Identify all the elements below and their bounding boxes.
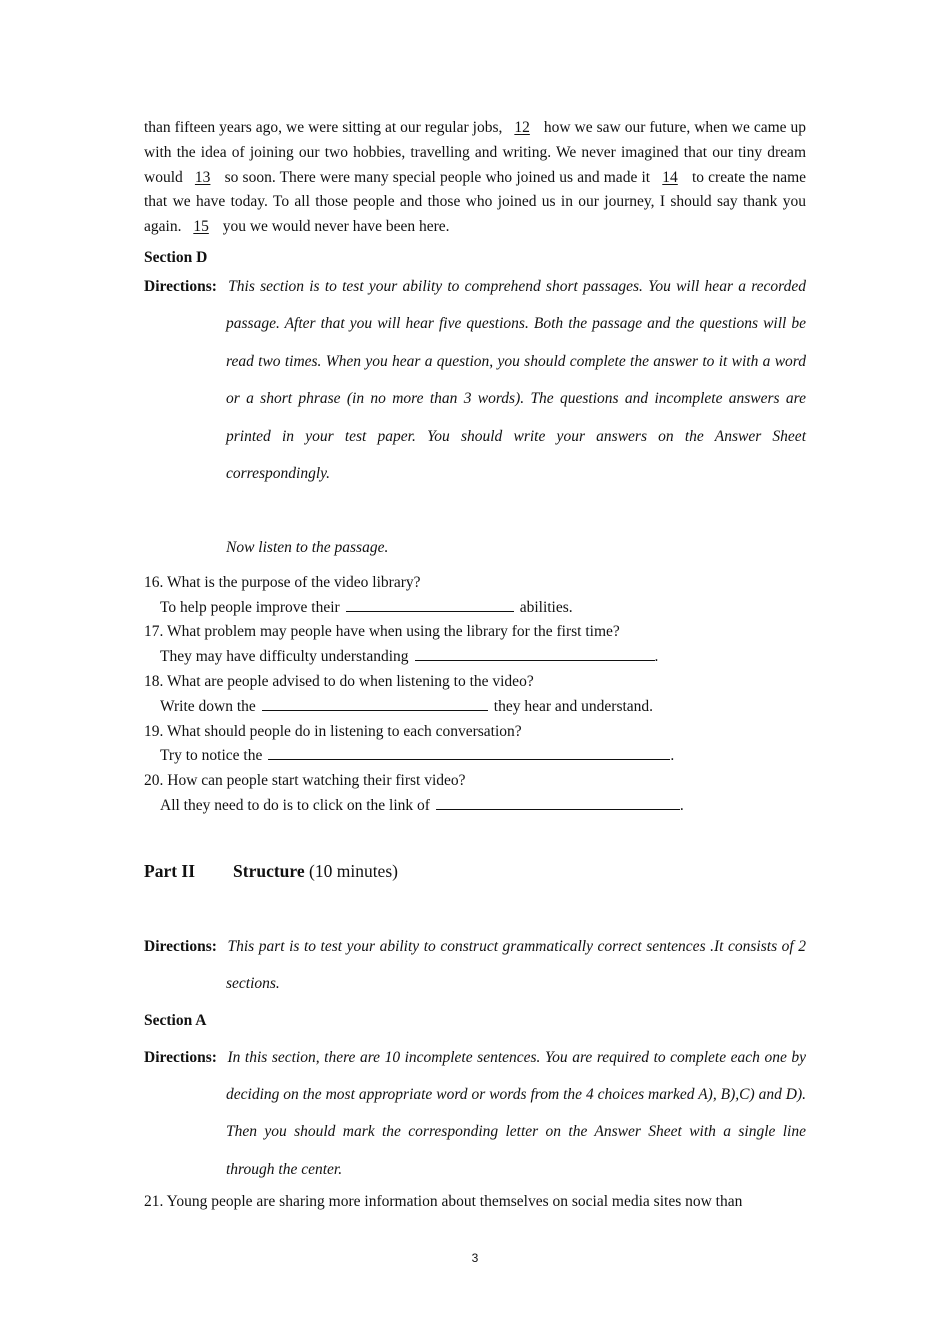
passage-text: to create the name that we have today. To all those people and those who joined us in our journey, I should say thank you again.	[144, 168, 807, 236]
answer-blank-18[interactable]	[262, 696, 488, 711]
part-time: (10 minutes)	[309, 860, 398, 881]
question-21: 21. Young people are sharing more information about themselves on social media sites now than	[144, 1193, 743, 1211]
question-17: 17. What problem may people have when using the library for the first time?	[144, 623, 620, 641]
section-a-title: Section A	[144, 1011, 207, 1029]
question-19: 19. What should people do in listening to each conversation?	[144, 722, 522, 740]
question-18: 18. What are people advised to do when listening to the video?	[144, 673, 534, 691]
part-2-heading	[144, 861, 806, 882]
directions-label: Directions:	[144, 937, 217, 955]
answer-blank-19[interactable]	[268, 745, 670, 760]
part-label: Part II	[144, 860, 196, 881]
directions-text: This section is to test your ability to comprehend short passages. You will hear a recorded passage. After that you will hear five questions. Both the passage and the questions will be read two times. When you hear a question, you should complete the answer to it with a word or a short phrase (in no more than 3 words). The questions and incomplete answers are printed in your test paper. You should write your answers on the Answer Sheet correspondingly.	[226, 277, 807, 483]
listen-instruction: Now listen to the passage.	[226, 539, 389, 557]
section-a-directions	[144, 1039, 806, 1189]
document-page	[144, 116, 806, 1215]
passage-text: you we would never have been here.	[222, 218, 450, 236]
question-list	[144, 571, 806, 819]
directions-label: Directions:	[144, 277, 217, 295]
section-d-directions	[144, 277, 806, 492]
blank-13: 13	[194, 168, 211, 186]
question-20: 20. How can people start watching their first video?	[144, 772, 466, 790]
directions-text: This part is to test your ability to construct grammatically correct sentences .It consists of 2 sections.	[226, 937, 806, 993]
answer-blank-20[interactable]	[436, 795, 680, 810]
passage-paragraph	[144, 116, 806, 240]
part-2-directions	[144, 928, 806, 1003]
directions-text: In this section, there are 10 incomplete sentences. You are required to complete each one by deciding on the most appropriate word or words from the 4 choices marked A), B),C) and D). Then you should mark the corresponding letter on the Answer Sheet with a single line through the center.	[226, 1048, 807, 1178]
answer-20: All they need to do is to click on the link of .	[160, 797, 684, 814]
passage-text: so soon. There were many special people who joined us and made it	[224, 168, 651, 186]
blank-12: 12	[514, 119, 530, 136]
answer-18: Write down the they hear and understand.	[160, 697, 654, 715]
passage-text: how we saw our future, when we came up with the idea of joining our two hobbies, travelling and writing. We never imagined that our tiny dream would	[144, 119, 807, 186]
answer-blank-16[interactable]	[346, 597, 514, 612]
answer-17: They may have difficulty understanding .	[160, 648, 659, 666]
answer-blank-17[interactable]	[415, 646, 655, 661]
blank-14: 14	[662, 168, 678, 186]
answer-16: To help people improve their abilities.	[160, 598, 573, 616]
part-title: Structure	[233, 860, 305, 881]
question-16: 16. What is the purpose of the video library?	[144, 573, 421, 591]
section-d-title: Section D	[144, 248, 208, 266]
blank-15: 15	[193, 218, 209, 236]
answer-19: Try to notice the .	[160, 747, 675, 765]
page-number: 3	[471, 1251, 479, 1265]
directions-label: Directions:	[144, 1048, 217, 1066]
passage-text: than fifteen years ago, we were sitting at our regular jobs,	[144, 119, 503, 136]
